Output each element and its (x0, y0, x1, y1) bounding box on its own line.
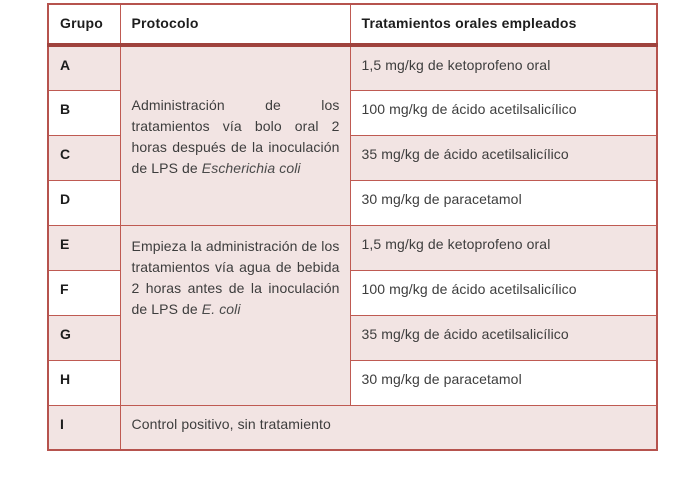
protocol-cell-agua-bebida (120, 225, 350, 405)
treatment-cell-h: 30 mg/kg de paracetamol (350, 360, 657, 405)
group-cell-i: I (48, 405, 120, 450)
control-cell: Control positivo, sin tratamiento (120, 405, 657, 450)
treatment-cell-b: 100 mg/kg de ácido acetilsalicílico (350, 90, 657, 135)
protocol-species-italic: Escherichia coli (201, 159, 301, 176)
group-cell-f: F (48, 270, 120, 315)
treatment-cell-g: 35 mg/kg de ácido acetilsalicílico (350, 315, 657, 360)
group-cell-a: A (48, 45, 120, 90)
group-cell-c: C (48, 135, 120, 180)
group-cell-e: E (48, 225, 120, 270)
col-header-protocolo: Protocolo (120, 4, 350, 45)
col-header-grupo: Grupo (48, 4, 120, 45)
table-body (48, 45, 657, 450)
treatment-table (47, 3, 658, 451)
col-header-tratamientos: Tratamientos orales empleados (350, 4, 657, 45)
group-cell-b: B (48, 90, 120, 135)
group-cell-g: G (48, 315, 120, 360)
treatment-cell-f: 100 mg/kg de ácido acetilsalicílico (350, 270, 657, 315)
table-row-i (48, 405, 657, 450)
protocol-text: Empieza la administración de los tratamientos vía agua de bebida 2 horas antes de la inoculación de LPS de (131, 237, 340, 317)
treatment-cell-d: 30 mg/kg de paracetamol (350, 180, 657, 225)
protocol-text: Administración de los tratamientos vía bolo oral 2 horas después de la inoculación de LPS de (131, 96, 340, 176)
table-row-e (48, 225, 657, 270)
table-row-a (48, 45, 657, 90)
treatment-cell-a: 1,5 mg/kg de ketoprofeno oral (350, 45, 657, 90)
group-cell-d: D (48, 180, 120, 225)
protocol-species-italic: E. coli (201, 300, 241, 317)
table-header (48, 4, 657, 45)
group-cell-h: H (48, 360, 120, 405)
treatment-cell-c: 35 mg/kg de ácido acetilsalicílico (350, 135, 657, 180)
treatment-cell-e: 1,5 mg/kg de ketoprofeno oral (350, 225, 657, 270)
header-row (48, 4, 657, 45)
protocol-cell-bolo-oral (120, 45, 350, 225)
